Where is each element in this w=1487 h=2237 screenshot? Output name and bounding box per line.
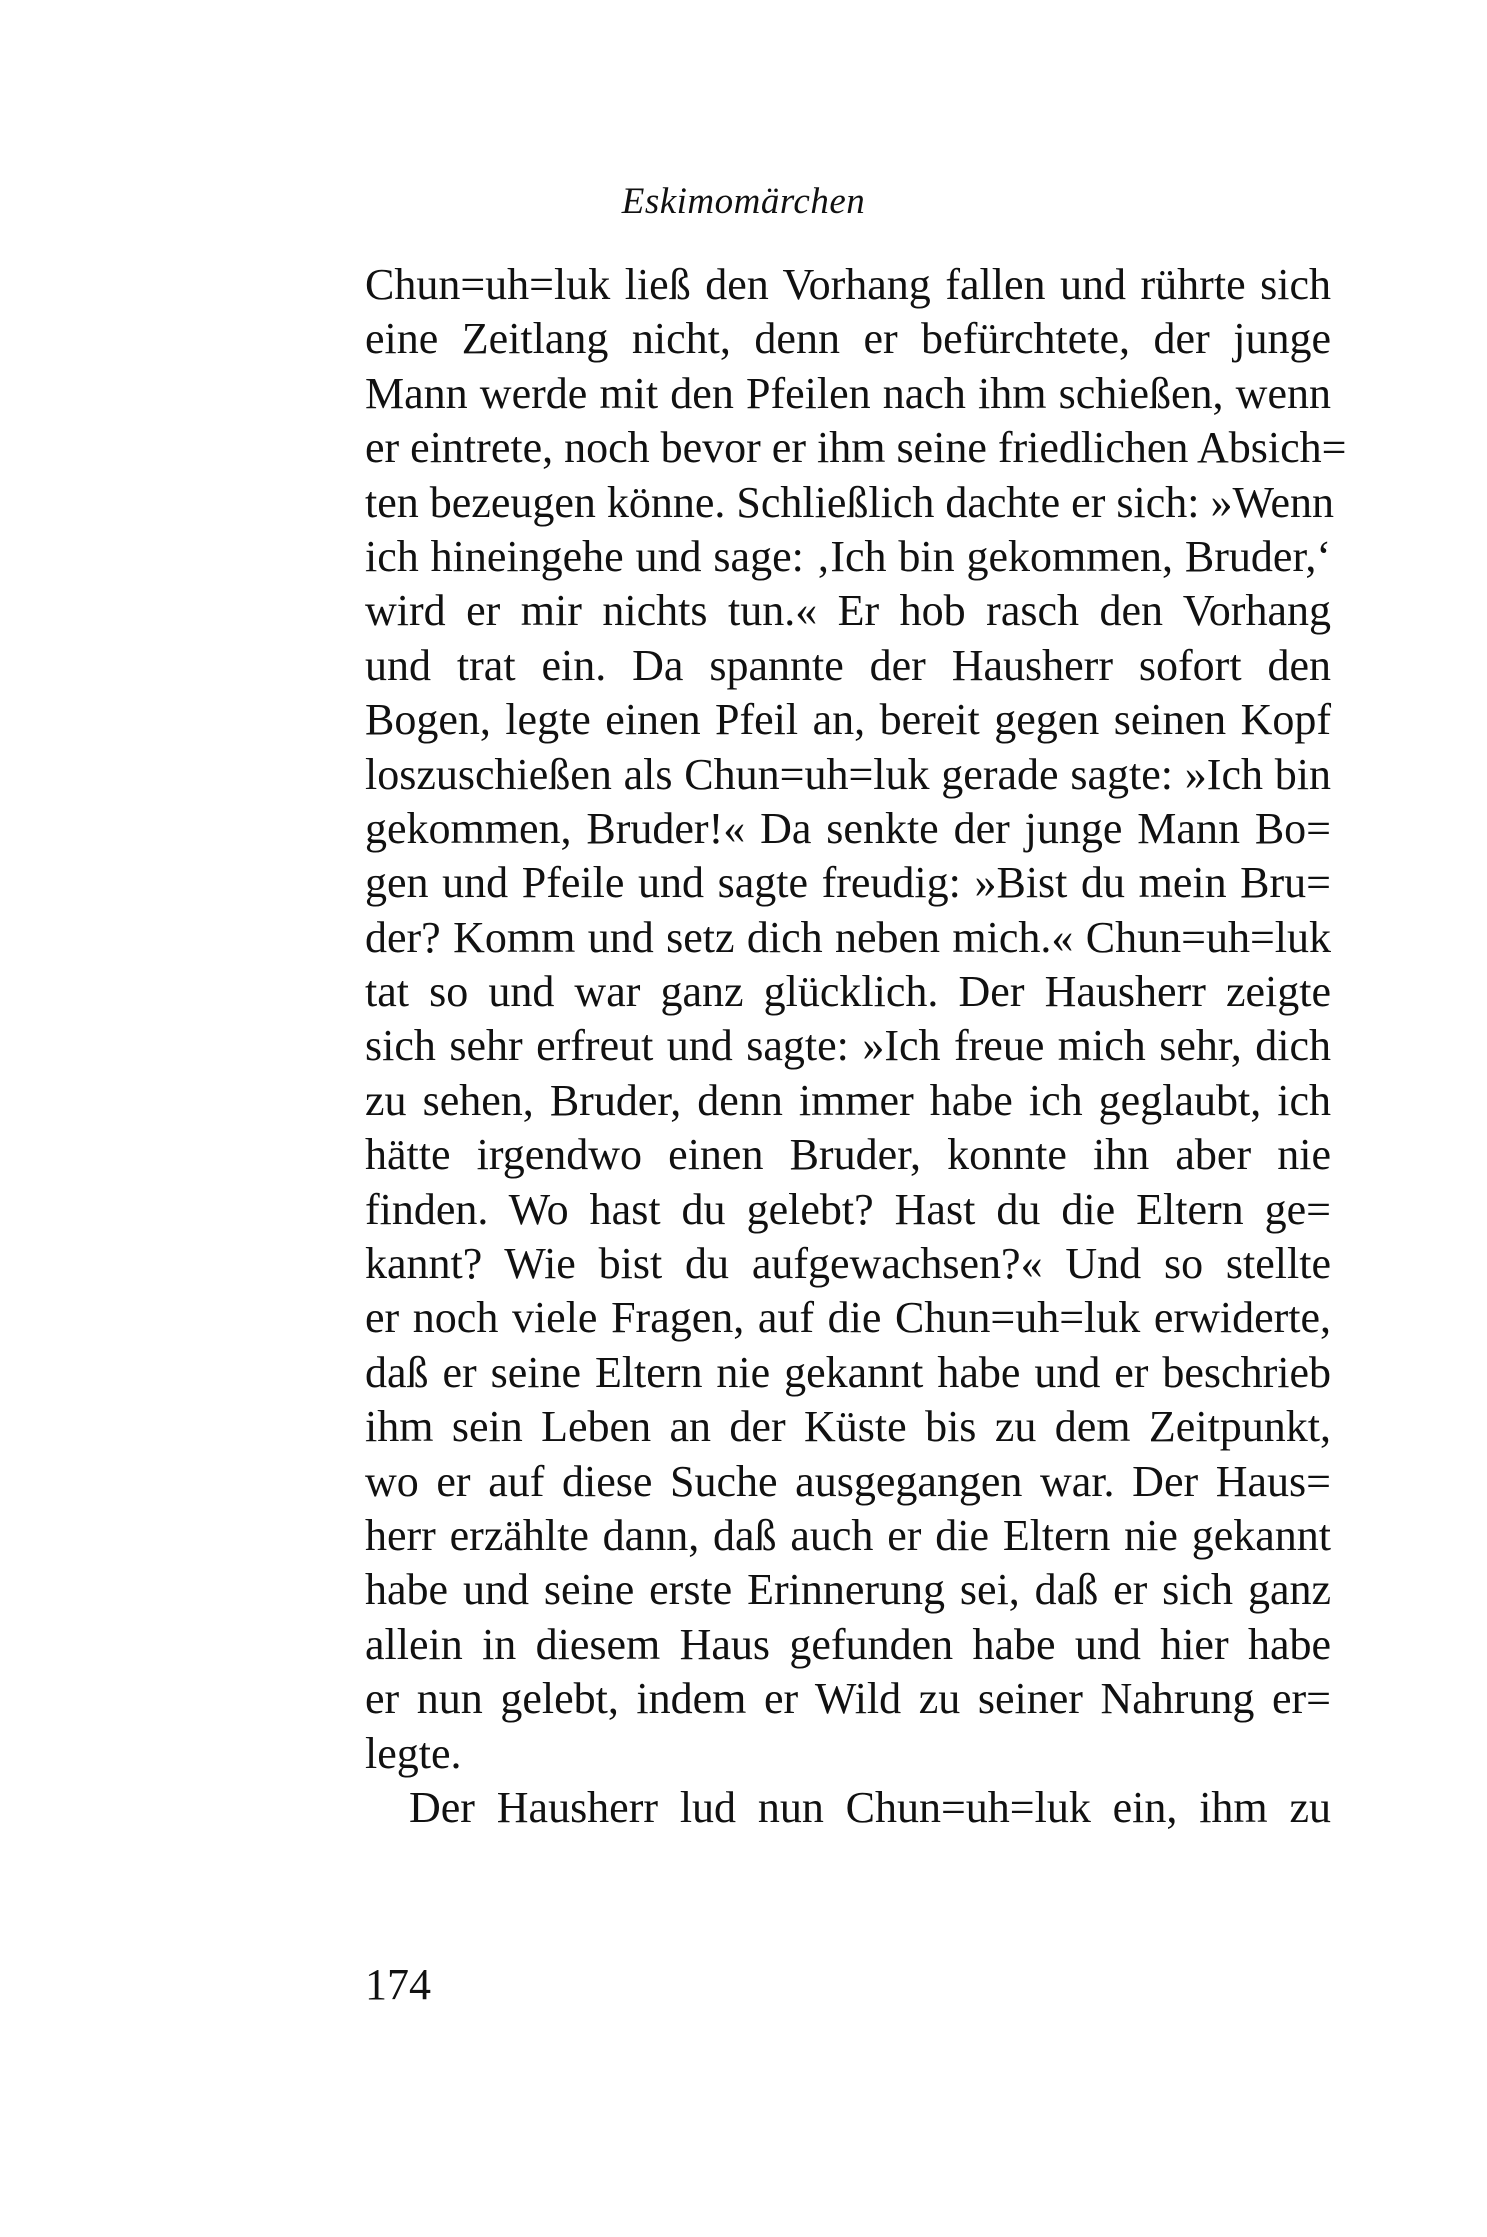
text-line: herr erzählte dann, daß auch er die Eltern nie gekannt — [365, 1510, 1331, 1560]
text-line: habe und seine erste Erinnerung sei, daß er sich ganz — [365, 1565, 1331, 1615]
text-line: er eintrete, noch bevor er ihm seine friedlichen Absich= — [365, 423, 1347, 473]
text-line: daß er seine Eltern nie gekannt habe und er beschrieb — [365, 1347, 1331, 1397]
text-line: gen und Pfeile und sagte freudig: »Bist du mein Bru= — [365, 858, 1331, 908]
text-line: finden. Wo hast du gelebt? Hast du die Eltern ge= — [365, 1184, 1331, 1234]
text-line: kannt? Wie bist du aufgewachsen?« Und so stellte — [365, 1239, 1331, 1289]
text-line: und trat ein. Da spannte der Hausherr sofort den — [365, 640, 1331, 690]
text-line: eine Zeitlang nicht, denn er befürchtete, der junge — [365, 314, 1331, 364]
text-line: Mann werde mit den Pfeilen nach ihm schießen, wenn — [365, 368, 1331, 418]
text-line: allein in diesem Haus gefunden habe und hier habe — [365, 1619, 1331, 1669]
text-line: ich hineingehe und sage: ‚Ich bin gekommen, Bruder,‘ — [365, 531, 1331, 581]
text-line: gekommen, Bruder!« Da senkte der junge Mann Bo= — [365, 803, 1331, 853]
text-line: Chun=uh=luk ließ den Vorhang fallen und rührte sich — [365, 260, 1331, 309]
text-line: tat so und war ganz glücklich. Der Hausherr zeigte — [365, 967, 1331, 1017]
text-line: ihm sein Leben an der Küste bis zu dem Zeitpunkt, — [365, 1402, 1331, 1452]
text-line: ten bezeugen könne. Schließlich dachte er sich: »Wenn — [365, 477, 1334, 527]
text-line: er nun gelebt, indem er Wild zu seiner Nahrung er= — [365, 1674, 1331, 1724]
running-head: Eskimomärchen — [621, 181, 866, 222]
text-line: Bogen, legte einen Pfeil an, bereit gegen seinen Kopf — [365, 695, 1331, 745]
text-line: wo er auf diese Suche ausgegangen war. Der Haus= — [365, 1456, 1331, 1506]
text-line: legte. — [365, 1728, 462, 1778]
text-line: hätte irgendwo einen Bruder, konnte ihn aber nie — [365, 1130, 1331, 1180]
text-line: Der Hausherr lud nun Chun=uh=luk ein, ihm zu — [409, 1782, 1331, 1832]
text-line: loszuschießen als Chun=uh=luk gerade sagte: »Ich bin — [365, 749, 1331, 799]
page-number: 174 — [365, 1960, 431, 2009]
text-line: zu sehen, Bruder, denn immer habe ich geglaubt, ich — [365, 1075, 1331, 1125]
text-line: er noch viele Fragen, auf die Chun=uh=luk erwiderte, — [365, 1293, 1331, 1343]
body-text — [365, 258, 1347, 1835]
text-line: wird er mir nichts tun.« Er hob rasch den Vorhang — [365, 586, 1331, 636]
text-line: der? Komm und setz dich neben mich.« Chun=uh=luk — [365, 912, 1331, 962]
text-line: sich sehr erfreut und sagte: »Ich freue mich sehr, dich — [365, 1021, 1331, 1071]
